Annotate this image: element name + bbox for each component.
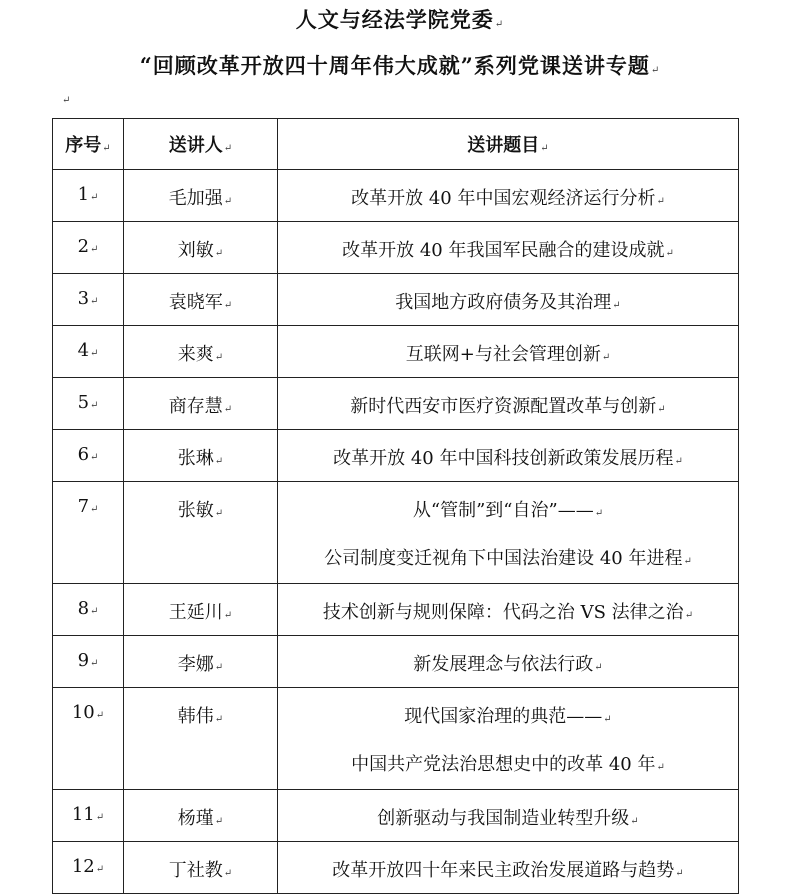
row-speaker: 丁社教↵ <box>124 842 278 894</box>
lecture-table <box>52 118 739 894</box>
row-number: 4↵ <box>53 326 124 378</box>
table-row <box>53 790 739 842</box>
row-number: 5↵ <box>53 378 124 430</box>
row-speaker: 刘敏↵ <box>124 222 278 274</box>
row-topic: 从“管制”到“自治”——↵ 公司制度变迁视角下中国法治建设 40 年进程↵ <box>278 482 739 584</box>
paragraph-mark-icon: ↵ <box>62 95 71 106</box>
table-row <box>53 430 739 482</box>
row-speaker: 王延川↵ <box>124 584 278 636</box>
row-topic: 新时代西安市医疗资源配置改革与创新↵ <box>278 378 739 430</box>
table-header-row <box>53 119 739 170</box>
table-row <box>53 274 739 326</box>
table-row <box>53 584 739 636</box>
table-row <box>53 378 739 430</box>
row-number: 6↵ <box>53 430 124 482</box>
document-subtitle <box>0 50 800 80</box>
row-speaker: 韩伟↵ <box>124 688 278 790</box>
table-row <box>53 842 739 894</box>
column-header-number: 序号↵ <box>53 119 124 170</box>
row-number: 9↵ <box>53 636 124 688</box>
table-row <box>53 170 739 222</box>
table-row <box>53 636 739 688</box>
row-topic: 现代国家治理的典范——↵ 中国共产党法治思想史中的改革 40 年↵ <box>278 688 739 790</box>
column-header-topic: 送讲题目↵ <box>278 119 739 170</box>
row-topic: 技术创新与规则保障：代码之治 VS 法律之治↵ <box>278 584 739 636</box>
row-speaker: 张琳↵ <box>124 430 278 482</box>
title-line-1: 人文与经法学院党委 <box>295 7 494 32</box>
row-number: 11↵ <box>53 790 124 842</box>
row-number: 12↵ <box>53 842 124 894</box>
row-number: 1↵ <box>53 170 124 222</box>
row-speaker: 袁晓军↵ <box>124 274 278 326</box>
table-row <box>53 482 739 584</box>
row-topic: 互联网+与社会管理创新↵ <box>278 326 739 378</box>
row-number: 3↵ <box>53 274 124 326</box>
row-number: 7↵ <box>53 482 124 584</box>
row-topic: 创新驱动与我国制造业转型升级↵ <box>278 790 739 842</box>
row-speaker: 张敏↵ <box>124 482 278 584</box>
row-speaker: 杨瑾↵ <box>124 790 278 842</box>
row-topic: 新发展理念与依法行政↵ <box>278 636 739 688</box>
row-number: 2↵ <box>53 222 124 274</box>
row-topic: 改革开放 40 年我国军民融合的建设成就↵ <box>278 222 739 274</box>
row-number: 8↵ <box>53 584 124 636</box>
paragraph-mark-icon: ↵ <box>494 19 505 30</box>
table-row <box>53 222 739 274</box>
row-topic: 改革开放四十年来民主政治发展道路与趋势↵ <box>278 842 739 894</box>
row-speaker: 毛加强↵ <box>124 170 278 222</box>
row-speaker: 来爽↵ <box>124 326 278 378</box>
title-line-2: “回顾改革开放四十周年伟大成就”系列党课送讲专题 <box>139 53 650 78</box>
row-topic: 改革开放 40 年中国宏观经济运行分析↵ <box>278 170 739 222</box>
column-header-speaker: 送讲人↵ <box>124 119 278 170</box>
paragraph-mark-icon: ↵ <box>650 65 661 76</box>
row-topic: 我国地方政府债务及其治理↵ <box>278 274 739 326</box>
row-speaker: 李娜↵ <box>124 636 278 688</box>
table-row <box>53 326 739 378</box>
table-row <box>53 688 739 790</box>
row-number: 10↵ <box>53 688 124 790</box>
row-topic: 改革开放 40 年中国科技创新政策发展历程↵ <box>278 430 739 482</box>
row-speaker: 商存慧↵ <box>124 378 278 430</box>
document-title <box>0 4 800 34</box>
